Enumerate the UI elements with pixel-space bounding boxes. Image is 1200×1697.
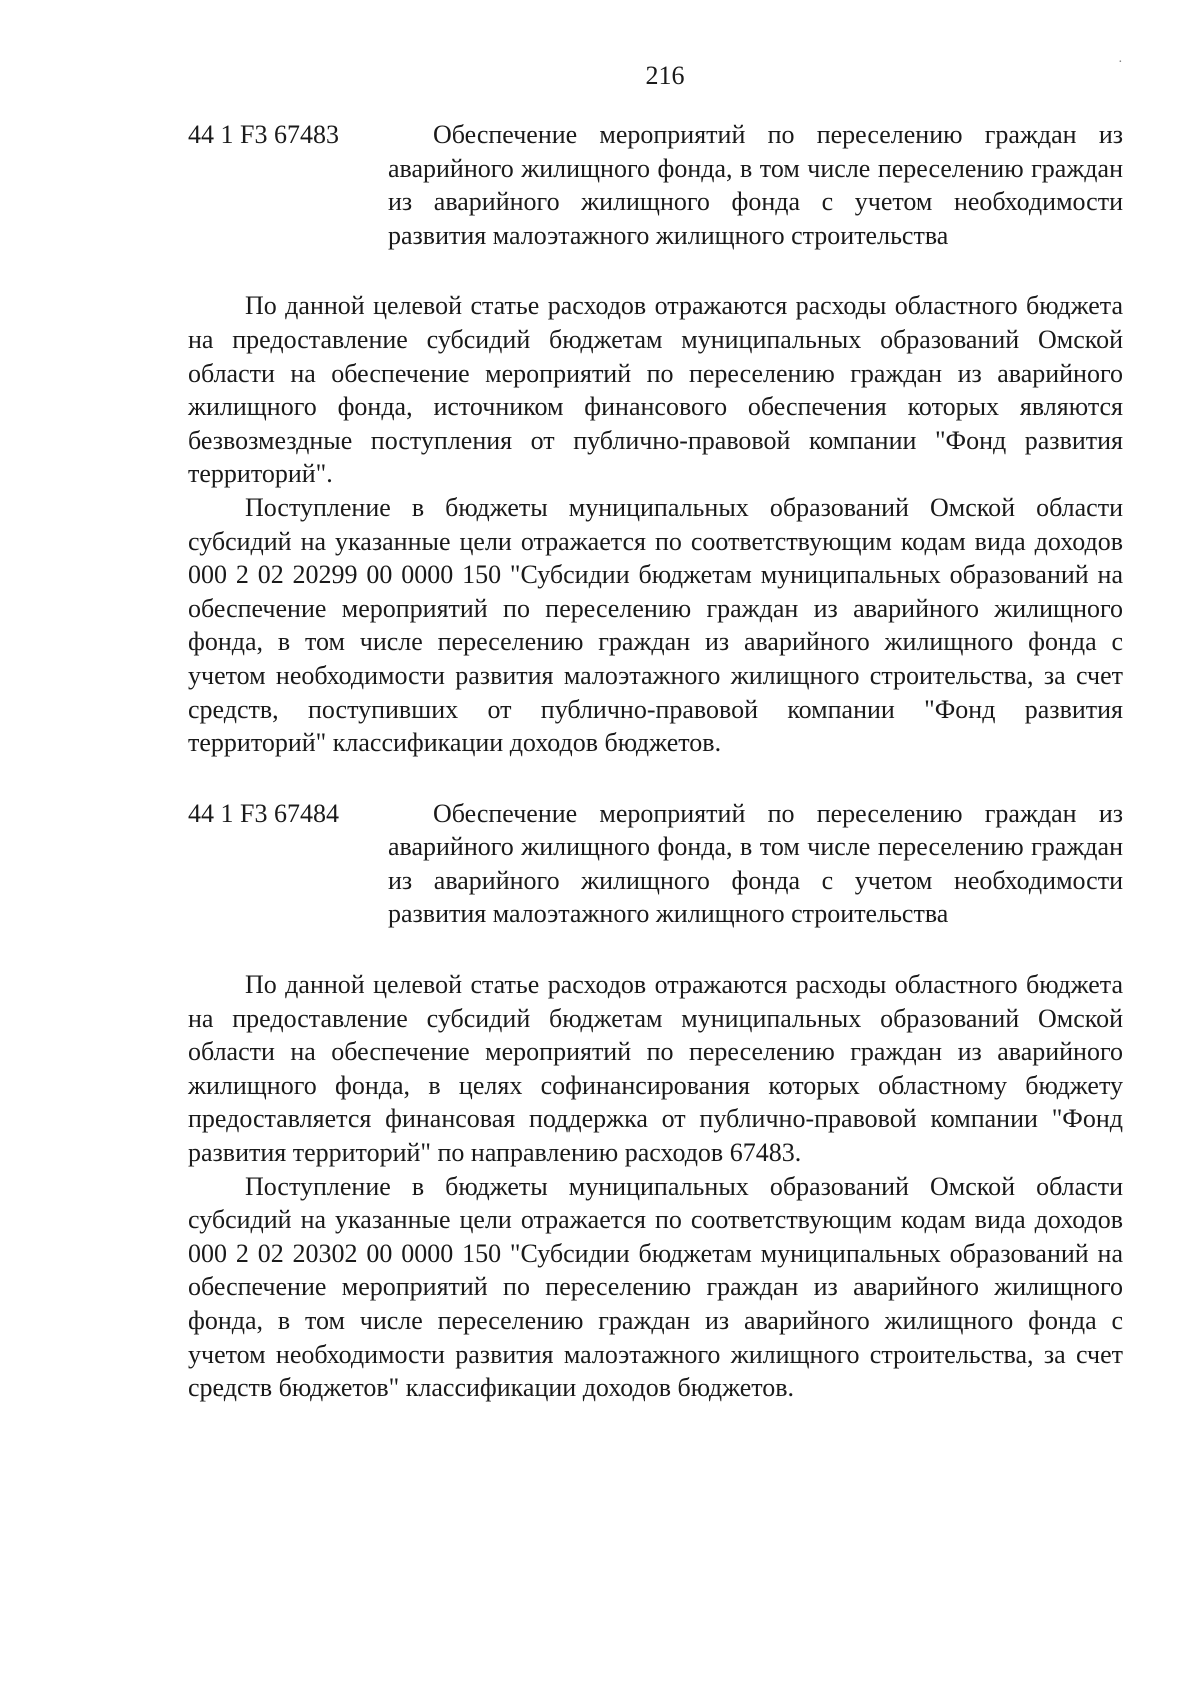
scan-mark: · bbox=[1118, 55, 1123, 70]
budget-entry-67483 bbox=[188, 118, 1123, 252]
page-number: 216 bbox=[645, 61, 685, 90]
expense-description-paragraph: По данной целевой статье расходов отражаются расходы областного бюджета на предоставление субсидий бюджетам муниципальных образований Омской области на обеспечение мероприятий по переселению граждан из аварийного жилищного фонда, источником финансового обеспечения которых являются безвозмездные поступления от публично-правовой компании "Фонд развития территорий". bbox=[188, 291, 1123, 489]
budget-entry-title: Обеспечение мероприятий по переселению граждан из аварийного жилищного фонда, в том числе переселению граждан из аварийного жилищного фонда с учетом необходимости развития малоэтажного жилищного строительства bbox=[388, 798, 1123, 929]
expense-description-paragraph: По данной целевой статье расходов отражаются расходы областного бюджета на предоставление субсидий бюджетам муниципальных образований Омской области на обеспечение мероприятий по переселению граждан из аварийного жилищного фонда, в целях софинансирования которых областному бюджету предоставляется финансовая поддержка от публично-правовой компании "Фонд развития территорий" по направлению расходов 67483. bbox=[188, 970, 1123, 1168]
revenue-description-paragraph: Поступление в бюджеты муниципальных образований Омской области субсидий на указанные цели отражается по соответствующим кодам вида доходов 000 2 02 20302 00 0000 150 "Субсидии бюджетам муниципальных образований на обеспечение мероприятий по переселению граждан из аварийного жилищного фонда, в том числе переселению граждан из аварийного жилищного фонда с учетом необходимости развития малоэтажного жилищного строительства, за счет средств бюджетов" классификации доходов бюджетов. bbox=[188, 1171, 1123, 1403]
document-body bbox=[188, 118, 1123, 1405]
budget-entry-67484 bbox=[188, 797, 1123, 931]
budget-code: 44 1 F3 67483 bbox=[188, 120, 339, 149]
revenue-description-paragraph: Поступление в бюджеты муниципальных образований Омской области субсидий на указанные цели отражается по соответствующим кодам вида доходов 000 2 02 20299 00 0000 150 "Субсидии бюджетам муниципальных образований на обеспечение мероприятий по переселению граждан из аварийного жилищного фонда, в том числе переселению граждан из аварийного жилищного фонда с учетом необходимости развития малоэтажного жилищного строительства, за счет средств, поступивших от публично-правовой компании "Фонд развития территорий" классификации доходов бюджетов. bbox=[188, 492, 1123, 758]
budget-entry-title: Обеспечение мероприятий по переселению граждан из аварийного жилищного фонда, в том числе переселению граждан из аварийного жилищного фонда с учетом необходимости развития малоэтажного жилищного строительства bbox=[388, 120, 1123, 250]
budget-code: 44 1 F3 67484 bbox=[188, 798, 339, 828]
